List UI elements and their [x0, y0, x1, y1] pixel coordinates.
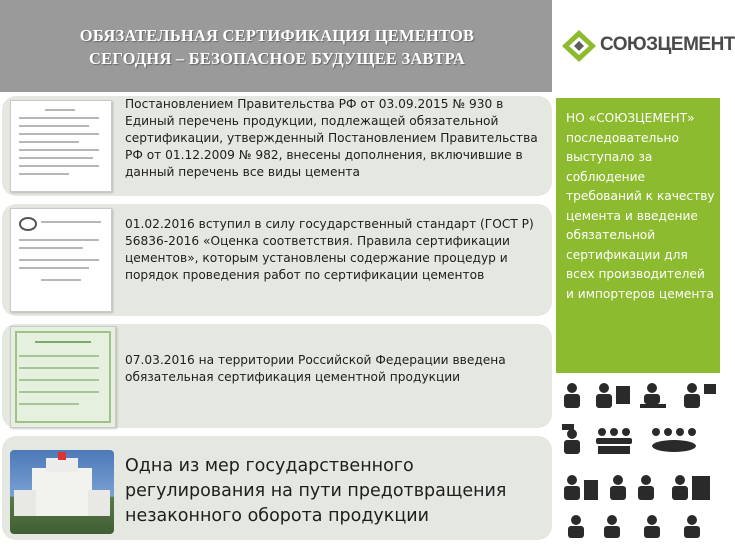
card-1-text: Постановлением Правительства РФ от 03.09.2015 № 930 в Единый перечень продукции, подлежащей обязательной сертификации, утвержденный Постановлением Правительства РФ от 01.12.2009 № 982, внесены дополнения, включившие в данный перечень все виды цемента: [125, 97, 538, 179]
info-card-2: [2, 204, 552, 316]
info-card-4: [2, 436, 552, 540]
document-thumbnail-icon: [10, 100, 112, 192]
soyuzcement-logo: [560, 28, 735, 68]
info-card-1: [2, 96, 552, 196]
meeting-people-icon: [556, 376, 720, 540]
sidebar-text: НО «СОЮЗЦЕМЕНТ» последовательно выступало за соблюдение требований к качеству цемента и введение обязательной сертификации для всех производителей и импортеров цемента: [566, 111, 715, 301]
info-card-3: [2, 324, 552, 428]
logo-mark-icon: [560, 28, 598, 64]
logo-text: СОЮЗЦЕМЕНТ: [600, 34, 735, 55]
certificate-thumbnail-icon: [10, 326, 116, 428]
title-line-1: ОБЯЗАТЕЛЬНАЯ СЕРТИФИКАЦИЯ ЦЕМЕНТОВ: [79, 26, 475, 45]
header-bar: [0, 0, 552, 92]
card-2-text: 01.02.2016 вступил в силу государственный стандарт (ГОСТ Р) 56836-2016 «Оценка соответствия. Правила сертификации цементов», которым установлены содержание процедур и порядок проведения работ по сертификации цементов: [125, 217, 534, 282]
card-4-text: Одна из мер государственного регулирования на пути предотвращения незаконного оборота продукции: [125, 456, 507, 526]
page-title: [22, 24, 532, 70]
government-building-image: [10, 450, 114, 534]
gost-document-thumbnail-icon: [10, 208, 112, 312]
title-line-2: СЕГОДНЯ – БЕЗОПАСНОЕ БУДУЩЕЕ ЗАВТРА: [89, 49, 465, 68]
card-3-text: 07.03.2016 на территории Российской Федерации введена обязательная сертификация цементной продукции: [125, 353, 506, 384]
people-pictograms-image: [556, 376, 720, 540]
